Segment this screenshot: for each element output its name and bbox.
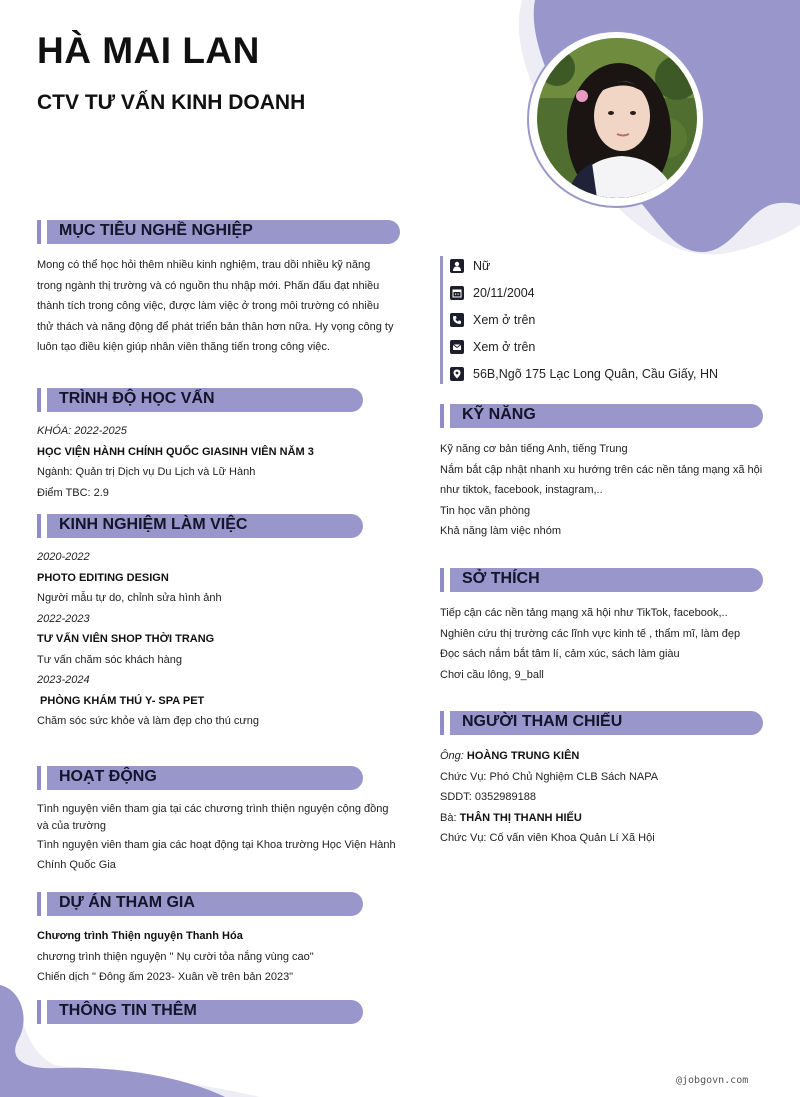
reference-phone: SDDT: 0352989188 <box>440 791 537 803</box>
job-title: CTV TƯ VẤN KINH DOANH <box>37 91 306 114</box>
contact-address <box>450 366 718 382</box>
contact-email <box>450 339 535 355</box>
contact-text: Xem ở trên <box>473 340 536 354</box>
skill-line: như tiktok, facebook, instagram,.. <box>440 484 603 496</box>
experience-period: 2022-2023 <box>37 612 90 625</box>
section-header-extra <box>37 1000 363 1024</box>
education-block <box>37 421 407 503</box>
section-header-experience <box>37 514 363 538</box>
skill-line: Nắm bắt cập nhật nhanh xu hướng trên các nền tảng mạng xã hội <box>440 463 763 476</box>
contact-gender <box>450 258 490 274</box>
experience-desc: Chăm sóc sức khỏe và làm đẹp cho thú cưng <box>37 715 260 727</box>
location-pin-icon <box>450 367 464 381</box>
calendar-icon <box>450 286 464 300</box>
experience-position: TƯ VẤN VIÊN SHOP THỜI TRANG <box>37 633 215 645</box>
avatar <box>537 38 697 198</box>
section-header-objective <box>37 220 400 244</box>
objective-line: thử thách và năng động để phát triển bản thân hơn nữa. Hy vọng công ty <box>37 320 394 333</box>
activity-line: Tình nguyện viên tham gia tại các chương trình thiện nguyện cộng đồng <box>37 803 389 815</box>
skill-line: Kỹ năng cơ bản tiếng Anh, tiếng Trung <box>440 443 628 455</box>
reference-1-name-line <box>440 746 780 767</box>
experience-period: 2023-2024 <box>37 674 90 686</box>
section-title: MỤC TIÊU NGHỀ NGHIỆP <box>59 222 253 239</box>
objective-line: trong ngành thị trường và có nguồn thu nhập mới. Phấn đấu đạt nhiều <box>37 279 380 292</box>
hobby-line: Nghiên cứu thị trường các lĩnh vực kinh tế , thẩm mĩ, làm đẹp <box>440 627 741 640</box>
reference-prefix: Ông: <box>440 750 464 762</box>
section-header-projects <box>37 892 363 916</box>
objective-line: Mong có thể học hỏi thêm nhiều kinh nghiệm, trau dồi nhiều kỹ năng <box>37 259 371 271</box>
reference-role: Chức Vụ: Cố vấn viên Khoa Quản Lí Xã Hội <box>440 832 655 844</box>
section-title: SỞ THÍCH <box>462 570 540 587</box>
section-title: HOẠT ĐỘNG <box>59 768 157 785</box>
contact-text: 56B,Ngõ 175 Lạc Long Quân, Cầu Giấy, HN <box>473 367 719 381</box>
contact-text: Xem ở trên <box>473 313 536 327</box>
skills-block <box>440 439 780 542</box>
contact-text: Nữ <box>473 259 491 273</box>
email-icon <box>450 340 464 354</box>
projects-block <box>37 926 407 988</box>
activity-line: Chính Quốc Gia <box>37 858 116 871</box>
watermark: @jobgovn.com <box>676 1075 749 1086</box>
hobby-line: Chơi cầu lông, 9_ball <box>440 668 544 681</box>
references-block <box>440 746 780 849</box>
project-line: Chiến dịch " Đông ấm 2023- Xuân về trên bản 2023" <box>37 971 294 983</box>
experience-desc: Người mẫu tự do, chỉnh sửa hình ảnh <box>37 592 222 604</box>
reference-name: THÂN THỊ THANH HIẾU <box>459 811 582 824</box>
section-header-hobbies <box>440 568 763 592</box>
phone-icon <box>450 313 464 327</box>
education-school: HỌC VIỆN HÀNH CHÍNH QUỐC GIASINH VIÊN NĂM 3 <box>37 445 314 458</box>
section-title: KỸ NĂNG <box>462 406 536 423</box>
hobby-line: Đọc sách nắm bắt tâm lí, cảm xúc, sách làm giàu <box>440 648 680 660</box>
section-title: KINH NGHIỆM LÀM VIỆC <box>59 516 248 533</box>
reference-name: HOÀNG TRUNG KIÊN <box>466 750 580 762</box>
education-gpa: Điểm TBC: 2.9 <box>37 486 109 499</box>
reference-prefix: Bà: <box>440 811 457 824</box>
contact-text: 20/11/2004 <box>473 286 535 300</box>
activity-line: Tình nguyện viên tham gia các hoạt động tại Khoa trường Học Viện Hành <box>37 839 396 851</box>
skill-line: Khả năng làm việc nhóm <box>440 525 562 537</box>
activity-line: và của trường <box>37 819 106 832</box>
experience-block <box>37 547 407 732</box>
hobby-line: Tiếp cận các nền tảng mạng xã hội như TikTok, facebook,.. <box>440 607 728 619</box>
project-heading: Chương trình Thiện nguyện Thanh Hóa <box>37 930 243 942</box>
section-header-education <box>37 388 363 412</box>
experience-period: 2020-2022 <box>37 551 90 563</box>
skill-line: Tin học văn phòng <box>440 504 531 517</box>
hobbies-block <box>440 603 780 685</box>
education-period: KHÓA: 2022-2025 <box>37 425 127 437</box>
objective-line: luôn tạo điều kiện giúp nhân viên thăng tiến trong công việc. <box>37 341 330 353</box>
experience-desc: Tư vấn chăm sóc khách hàng <box>37 653 182 666</box>
objective-text <box>37 255 407 358</box>
activities-block <box>37 800 407 875</box>
objective-line: thành tích trong công việc, được làm việc ở trong môi trường có nhiều <box>37 300 380 312</box>
education-major: Ngành: Quản trị Dịch vụ Du Lịch và Lữ Hành <box>37 466 256 478</box>
section-title: NGƯỜI THAM CHIẾU <box>462 713 623 730</box>
contact-phone <box>450 312 535 328</box>
contact-birthday <box>450 285 535 301</box>
reference-2-name-line <box>440 808 780 829</box>
person-icon <box>450 259 464 273</box>
section-header-skills <box>440 404 763 428</box>
experience-position: PHÒNG KHÁM THÚ Y- SPA PET <box>37 694 205 707</box>
project-line: chương trình thiện nguyện " Nụ cười tỏa nắng vùng cao" <box>37 950 314 963</box>
section-title: TRÌNH ĐỘ HỌC VẤN <box>59 390 215 407</box>
section-title: DỰ ÁN THAM GIA <box>59 894 195 911</box>
contact-divider <box>440 256 443 384</box>
section-header-activities <box>37 766 363 790</box>
section-header-references <box>440 711 763 735</box>
candidate-name: HÀ MAI LAN <box>37 30 260 71</box>
section-title: THÔNG TIN THÊM <box>59 1002 197 1019</box>
reference-role: Chức Vụ: Phó Chủ Nghiệm CLB Sách NAPA <box>440 770 659 783</box>
experience-position: PHOTO EDITING DESIGN <box>37 571 169 584</box>
